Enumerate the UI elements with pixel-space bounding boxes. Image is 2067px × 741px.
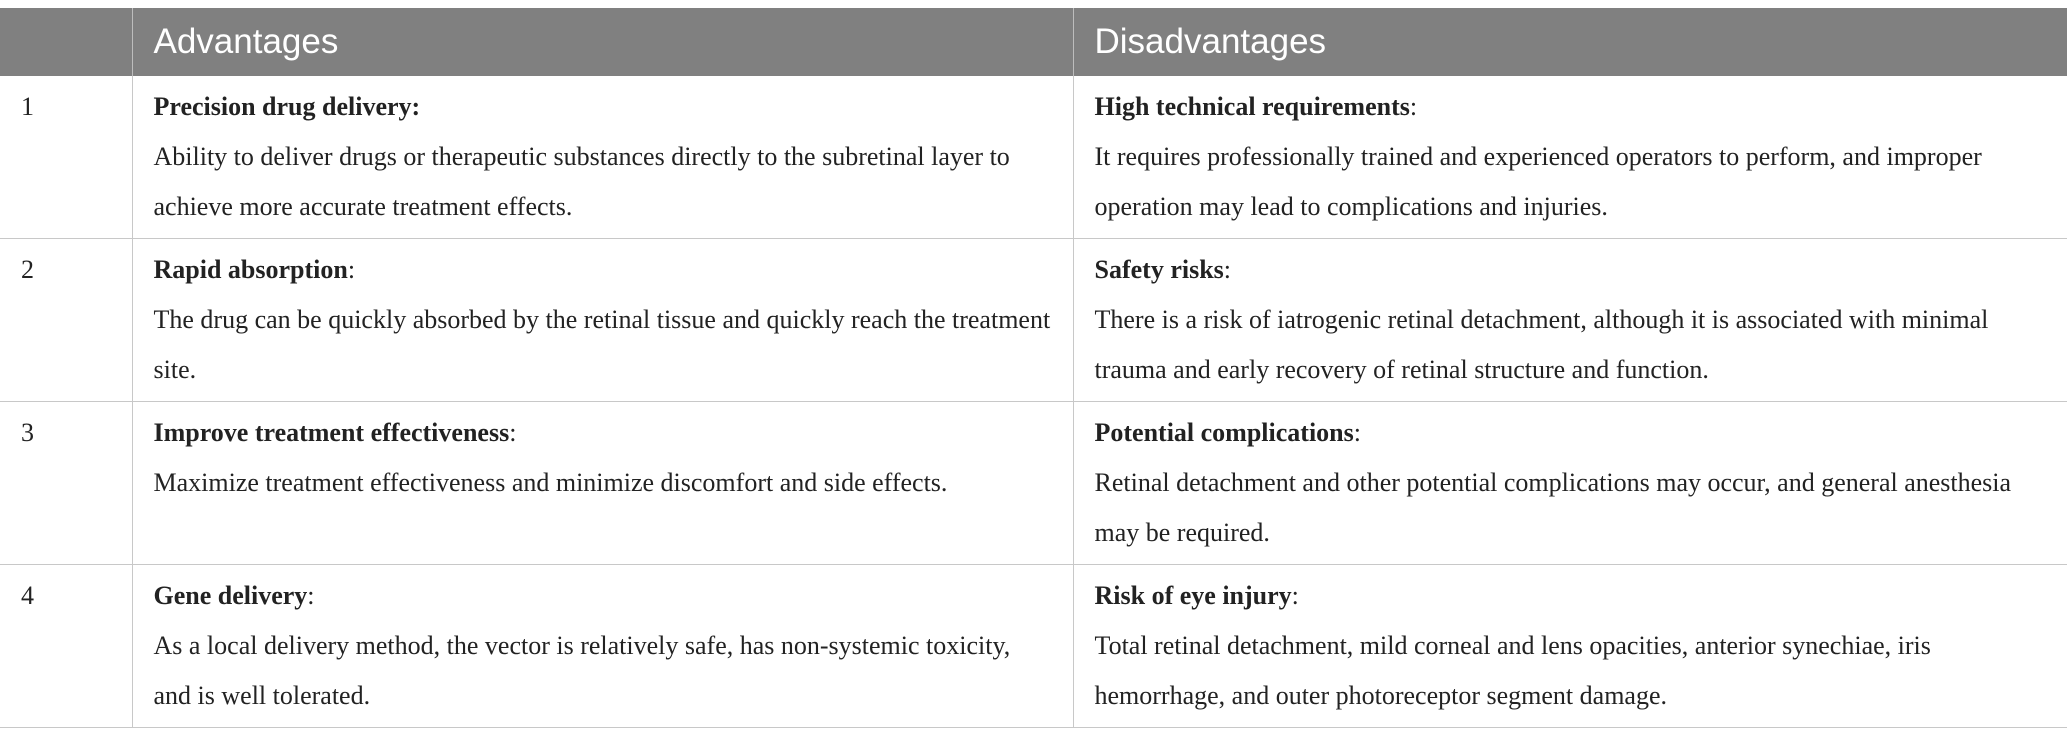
disadvantage-term: Risk of eye injury	[1094, 581, 1292, 610]
comparison-table-container	[0, 8, 2067, 728]
disadvantage-description: There is a risk of iatrogenic retinal detachment, although it is associated with minimal trauma and early recovery of retinal structure and function.	[1094, 305, 1989, 384]
table-body	[0, 76, 2067, 728]
header-disadvantages: Disadvantages	[1073, 8, 2067, 76]
advantages-disadvantages-table	[0, 8, 2067, 728]
table-row	[0, 76, 2067, 239]
advantage-term: Gene delivery	[153, 581, 308, 610]
row-number: 1	[0, 76, 132, 239]
disadvantage-term: Safety risks	[1094, 255, 1224, 284]
advantage-colon: :	[509, 418, 517, 447]
advantage-cell	[132, 565, 1073, 728]
row-number: 3	[0, 402, 132, 565]
advantage-description: Maximize treatment effectiveness and minimize discomfort and side effects.	[153, 468, 948, 497]
advantage-description: The drug can be quickly absorbed by the retinal tissue and quickly reach the treatment site.	[153, 305, 1051, 384]
table-header	[0, 8, 2067, 76]
disadvantage-colon: :	[1409, 92, 1418, 121]
disadvantage-term: High technical requirements	[1094, 92, 1410, 121]
disadvantage-description: It requires professionally trained and experienced operators to perform, and improper operation may lead to complications and injuries.	[1094, 142, 1982, 221]
table-row	[0, 565, 2067, 728]
row-number: 4	[0, 565, 132, 728]
header-number	[0, 8, 132, 76]
header-advantages: Advantages	[132, 8, 1073, 76]
advantage-cell	[132, 76, 1073, 239]
header-row	[0, 8, 2067, 76]
disadvantage-colon: :	[1291, 581, 1299, 610]
disadvantage-term: Potential complications	[1094, 418, 1354, 447]
row-number: 2	[0, 239, 132, 402]
disadvantage-cell	[1073, 565, 2067, 728]
disadvantage-description: Total retinal detachment, mild corneal and lens opacities, anterior synechiae, iris hemorrhage, and outer photoreceptor segment damage.	[1094, 631, 1931, 710]
advantage-term: Precision drug delivery:	[153, 92, 421, 121]
table-row	[0, 239, 2067, 402]
advantage-cell	[132, 402, 1073, 565]
disadvantage-cell	[1073, 402, 2067, 565]
advantage-colon: :	[307, 581, 315, 610]
advantage-description: Ability to deliver drugs or therapeutic substances directly to the subretinal layer to achieve more accurate treatment effects.	[153, 142, 1010, 221]
disadvantage-description: Retinal detachment and other potential complications may occur, and general anesthesia may be required.	[1094, 468, 2012, 547]
disadvantage-cell	[1073, 239, 2067, 402]
advantage-description: As a local delivery method, the vector is relatively safe, has non-systemic toxicity, and is well tolerated.	[153, 631, 1011, 710]
advantage-term: Improve treatment effectiveness	[153, 418, 510, 447]
table-row	[0, 402, 2067, 565]
disadvantage-colon: :	[1223, 255, 1232, 284]
disadvantage-cell	[1073, 76, 2067, 239]
disadvantage-colon: :	[1353, 418, 1361, 447]
advantage-cell	[132, 239, 1073, 402]
advantage-colon: :	[347, 255, 356, 284]
advantage-term: Rapid absorption	[153, 255, 348, 284]
